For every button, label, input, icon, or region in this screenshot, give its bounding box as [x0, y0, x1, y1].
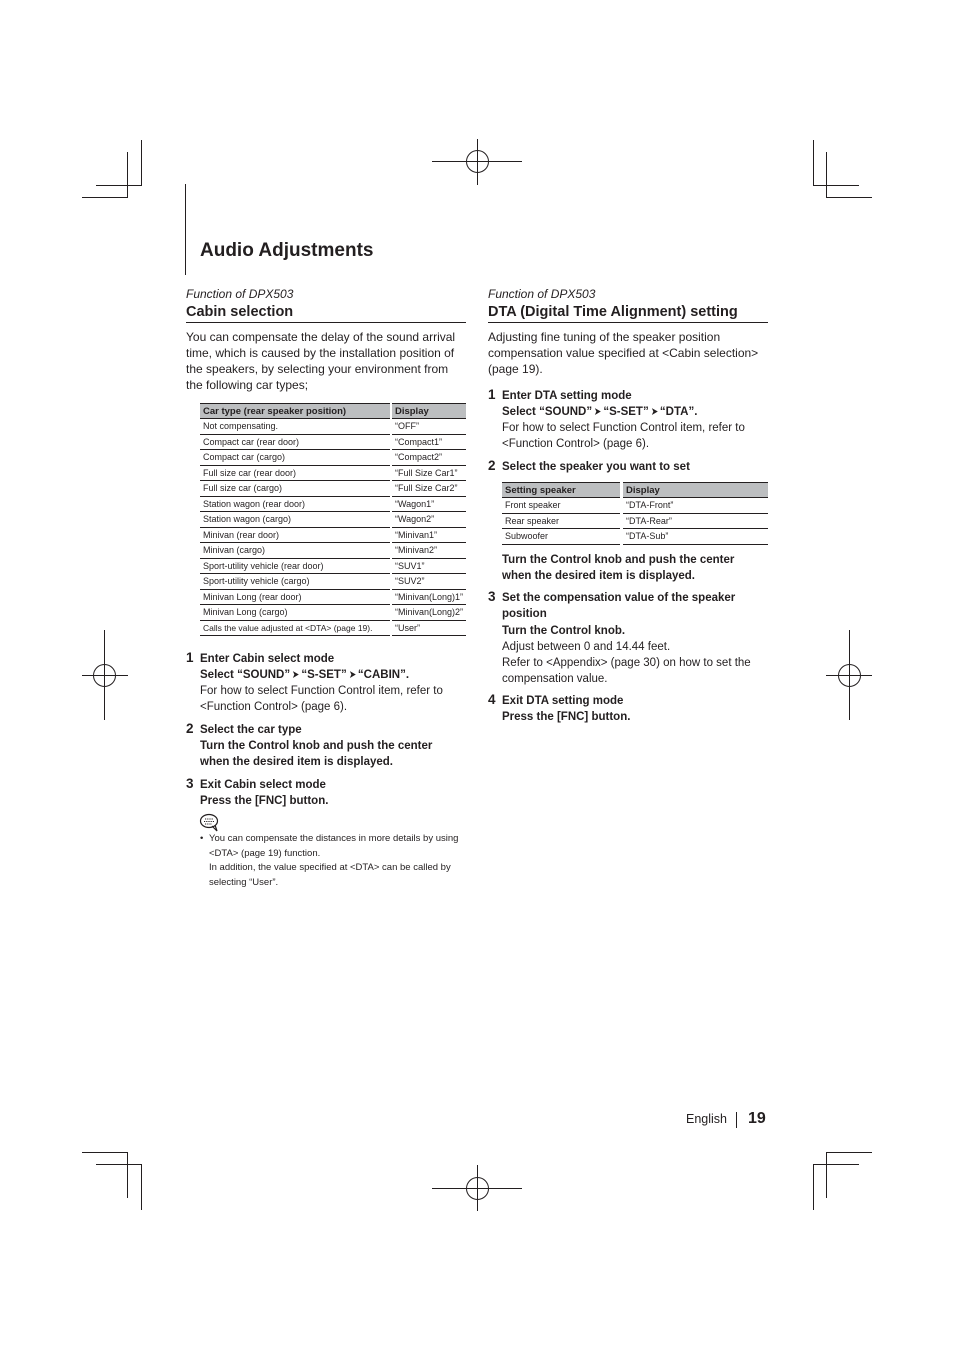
step-body: For how to select Function Control item, refer to <Function Control> (page 6). — [502, 422, 745, 450]
table-cell: Not compensating. — [200, 419, 390, 435]
cabin-intro: You can compensate the delay of the sound arrival time, which is caused by the installation position of the speakers, by selecting your environment from the following car types; — [186, 330, 456, 392]
left-function-label: Function of DPX503 — [186, 287, 294, 301]
step-instruction: Turn the Control knob. — [502, 625, 626, 637]
step-number: 4 — [488, 692, 496, 707]
step-number: 3 — [488, 589, 496, 604]
table-row — [200, 450, 466, 466]
table-row — [502, 529, 768, 545]
table-row — [200, 620, 466, 636]
column-header: Display — [392, 404, 466, 419]
step-instruction: Turn the Control knob and push the center when the desired item is displayed. — [502, 554, 735, 582]
table-cell: “Minivan2” — [392, 543, 466, 559]
menu-path-item: “S-SET” — [301, 669, 347, 681]
note-bullet: • — [200, 833, 204, 844]
table-cell: Sport-utility vehicle (rear door) — [200, 558, 390, 574]
table-cell: Minivan Long (cargo) — [200, 605, 390, 621]
table-cell: Station wagon (cargo) — [200, 512, 390, 528]
table-cell: “User” — [392, 620, 466, 636]
table-cell: “Wagon1” — [392, 496, 466, 512]
step-title: Select the car type — [200, 724, 302, 736]
table-cell: Station wagon (rear door) — [200, 496, 390, 512]
table-row — [200, 527, 466, 543]
step-title: Select the speaker you want to set — [502, 461, 690, 473]
table-cell: “OFF” — [392, 419, 466, 435]
step-title: Enter DTA setting mode — [502, 390, 632, 402]
table-cell: “DTA-Front” — [623, 498, 768, 514]
step-title: Exit DTA setting mode — [502, 695, 624, 707]
table-row — [200, 543, 466, 559]
arrow-right-icon: ➤ — [348, 669, 356, 681]
table-cell: Rear speaker — [502, 513, 620, 529]
menu-path-item: “CABIN”. — [357, 669, 410, 681]
table-cell: “Compact2” — [392, 450, 466, 466]
note-line: In addition, the value specified at <DTA> can be called by selecting “User”. — [209, 862, 451, 888]
table-row — [502, 513, 768, 529]
car-type-table — [200, 403, 466, 636]
table-cell: Minivan Long (rear door) — [200, 589, 390, 605]
step-number: 2 — [186, 721, 194, 736]
table-cell: “Wagon2” — [392, 512, 466, 528]
footer-language: English — [686, 1112, 727, 1126]
step-select-path — [502, 404, 697, 420]
table-cell: Minivan (cargo) — [200, 543, 390, 559]
table-row — [200, 558, 466, 574]
step-number: 3 — [186, 776, 194, 791]
arrow-right-icon: ➤ — [594, 406, 602, 418]
table-cell: “SUV1” — [392, 558, 466, 574]
table-cell: “DTA-Sub” — [623, 529, 768, 545]
table-cell: Compact car (cargo) — [200, 450, 390, 466]
table-cell: Sport-utility vehicle (cargo) — [200, 574, 390, 590]
table-row — [200, 434, 466, 450]
step-number: 1 — [186, 650, 194, 665]
table-row — [200, 512, 466, 528]
cabin-selection-heading: Cabin selection — [186, 304, 466, 323]
footer-divider — [736, 1112, 737, 1128]
table-cell: Full size car (cargo) — [200, 481, 390, 497]
table-cell: “Full Size Car2” — [392, 481, 466, 497]
step-number: 1 — [488, 387, 496, 402]
menu-path-item: Select “SOUND” — [200, 669, 291, 681]
menu-path-item: “S-SET” — [603, 406, 649, 418]
step-instruction: Press the [FNC] button. — [502, 711, 631, 723]
right-function-label: Function of DPX503 — [488, 287, 596, 301]
note-line: You can compensate the distances in more details by using <DTA> (page 19) function. — [209, 833, 459, 859]
table-row — [200, 465, 466, 481]
table-cell: Subwoofer — [502, 529, 620, 545]
dta-heading: DTA (Digital Time Alignment) setting — [488, 304, 768, 323]
step-title: Enter Cabin select mode — [200, 653, 335, 665]
table-cell: Front speaker — [502, 498, 620, 514]
note-text — [209, 832, 459, 890]
table-cell: “DTA-Rear” — [623, 513, 768, 529]
table-row — [200, 589, 466, 605]
step-title: Exit Cabin select mode — [200, 779, 326, 791]
table-cell: “SUV2” — [392, 574, 466, 590]
step-body: For how to select Function Control item, refer to <Function Control> (page 6). — [200, 685, 443, 713]
table-cell: Minivan (rear door) — [200, 527, 390, 543]
column-header: Car type (rear speaker position) — [200, 404, 390, 419]
table-row — [200, 419, 466, 435]
table-row — [200, 481, 466, 497]
table-cell: “Minivan(Long)1” — [392, 589, 466, 605]
section-rule — [185, 184, 186, 275]
table-cell: “Minivan1” — [392, 527, 466, 543]
step-select-path — [200, 667, 409, 683]
note-icon — [199, 812, 221, 834]
speaker-table — [502, 482, 768, 545]
step-body: Adjust between 0 and 14.44 feet. — [502, 641, 671, 653]
table-cell: “Full Size Car1” — [392, 465, 466, 481]
table-row — [200, 574, 466, 590]
arrow-right-icon: ➤ — [292, 669, 300, 681]
table-row — [502, 498, 768, 514]
menu-path-item: Select “SOUND” — [502, 406, 593, 418]
table-row — [200, 496, 466, 512]
section-title: Audio Adjustments — [200, 240, 374, 261]
table-cell: “Minivan(Long)2” — [392, 605, 466, 621]
table-cell: “Compact1” — [392, 434, 466, 450]
column-header: Display — [623, 483, 768, 498]
step-body: Refer to <Appendix> (page 30) on how to set the compensation value. — [502, 657, 751, 685]
table-row — [200, 605, 466, 621]
table-cell: Calls the value adjusted at <DTA> (page 19). — [200, 620, 390, 636]
column-header: Setting speaker — [502, 483, 620, 498]
step-title: Set the compensation value of the speaker position — [502, 592, 736, 620]
page-number: 19 — [748, 1110, 766, 1127]
menu-path-item: “DTA”. — [659, 406, 698, 418]
table-cell: Full size car (rear door) — [200, 465, 390, 481]
table-cell: Compact car (rear door) — [200, 434, 390, 450]
step-instruction: Turn the Control knob and push the center when the desired item is displayed. — [200, 740, 433, 768]
arrow-right-icon: ➤ — [650, 406, 658, 418]
dta-intro: Adjusting fine tuning of the speaker position compensation value specified at <Cabin selection> (page 19). — [488, 330, 759, 376]
step-instruction: Press the [FNC] button. — [200, 795, 329, 807]
table-header-row — [502, 483, 768, 498]
table-header-row — [200, 404, 466, 419]
step-number: 2 — [488, 458, 496, 473]
